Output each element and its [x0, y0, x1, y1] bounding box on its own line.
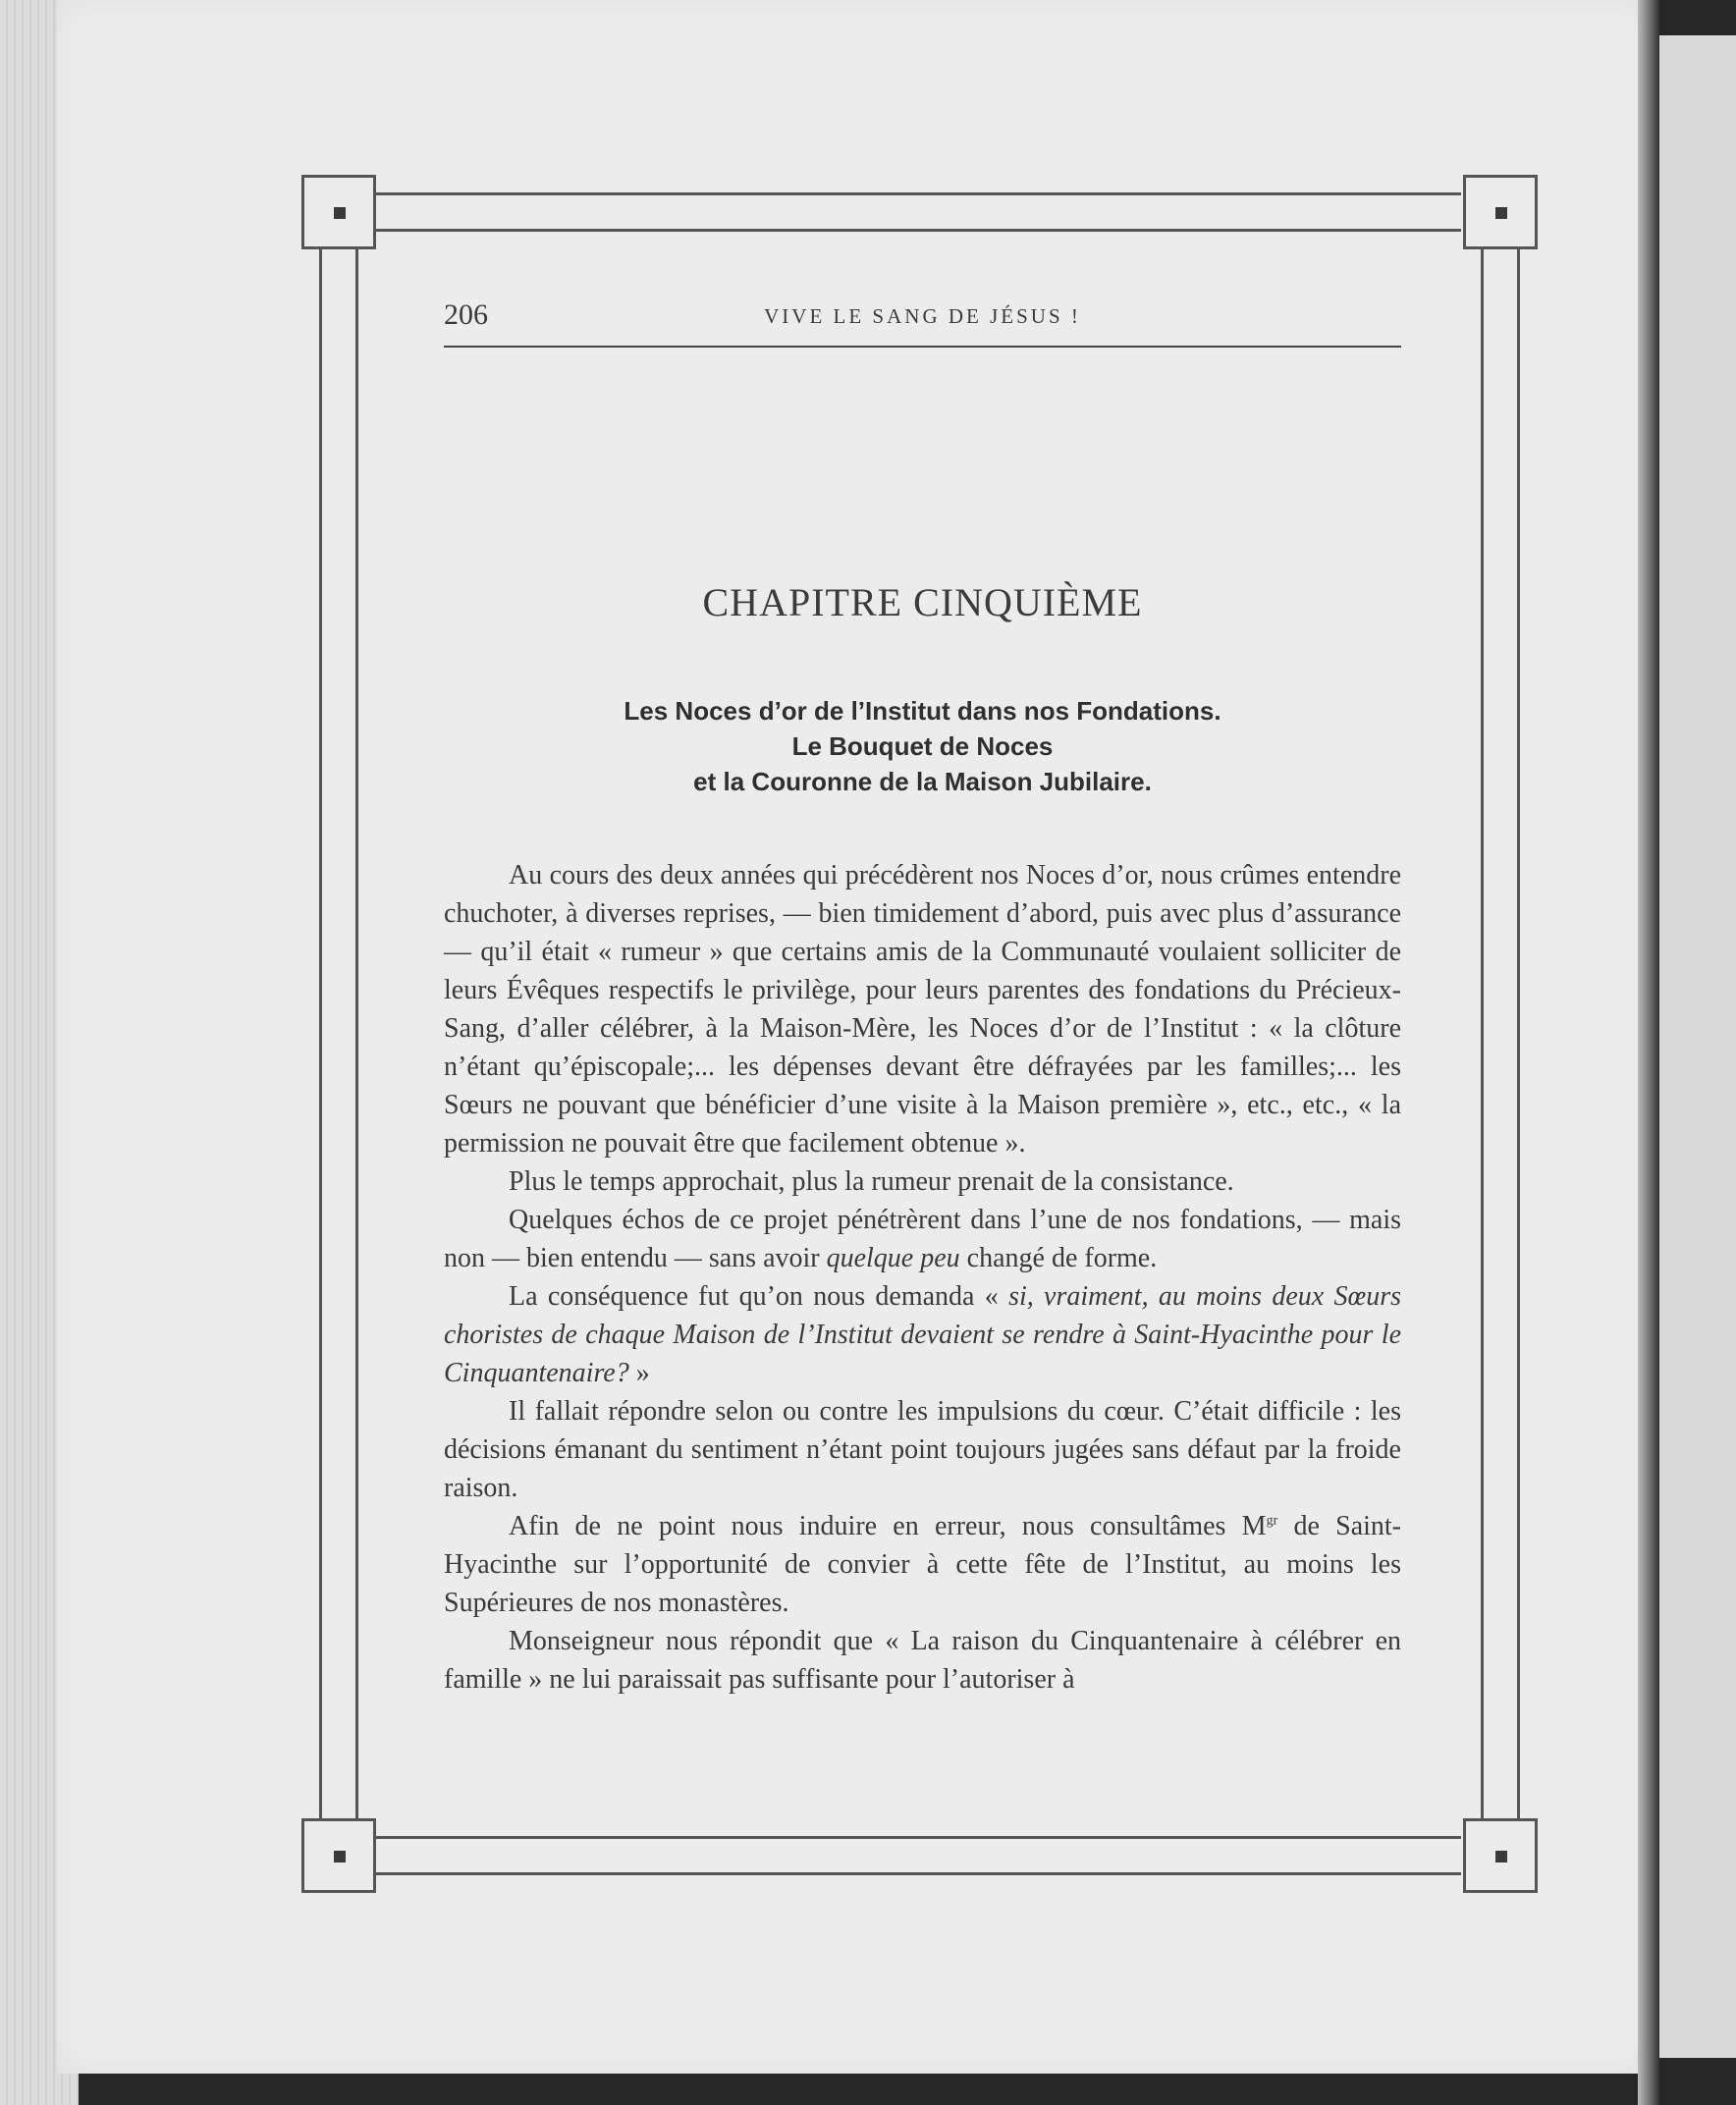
- book-gutter: [1638, 0, 1659, 2105]
- subtitle-line: et la Couronne de la Maison Jubilaire.: [693, 767, 1152, 796]
- frame-bottom-rail: [339, 1836, 1461, 1875]
- paragraph: Au cours des deux années qui précédèrent nos Noces d’or, nous crûmes entendre chuchoter, à diverses reprises, — bien timidement d’abord, puis avec plus d’assurance — qu’il était « rumeur » que certains amis de la Communauté voulaient solliciter de leurs Évêques respectifs le privilège, pour leurs parentes des fondations du Précieux-Sang, d’aller célébrer, à la Maison-Mère, les Noces d’or de l’Institut : « la clôture n’étant qu’épiscopale;... les dépenses devant être défrayées par les familles;... les Sœurs ne pouvant que bénéficier d’une visite à la Maison première », etc., etc., « la permission ne pouvait être que facilement obtenue ».: [444, 860, 1401, 1159]
- facing-page-edge: [1659, 35, 1736, 2058]
- frame-corner-ornament: [1463, 1818, 1538, 1893]
- paragraph: Il fallait répondre selon ou contre les impulsions du cœur. C’était difficile : les décisions émanant du sentiment n’étant point toujours jugées sans défaut par la froide raison.: [444, 1396, 1401, 1503]
- square-ornament-icon: [1495, 207, 1507, 219]
- square-ornament-icon: [334, 1851, 346, 1862]
- body-text: [444, 856, 1401, 1699]
- frame-right-rail: [1481, 249, 1520, 1836]
- text-run: »: [628, 1358, 650, 1388]
- text-run: Afin de ne point nous induire en erreur, nous consultâmes M: [509, 1511, 1267, 1541]
- frame-left-rail: [319, 249, 358, 1836]
- running-header: [444, 295, 1401, 348]
- subtitle-line: Les Noces d’or de l’Institut dans nos Fondations.: [624, 696, 1221, 726]
- text-run: La conséquence fut qu’on nous demanda «: [509, 1281, 1009, 1312]
- paragraph: Monseigneur nous répondit que « La raison du Cinquantenaire à célébrer en famille » ne lui paraissait pas suffisante pour l’autoriser à: [444, 1626, 1401, 1695]
- paragraph: [444, 1507, 1401, 1622]
- frame-corner-ornament: [301, 175, 376, 249]
- square-ornament-icon: [1495, 1851, 1507, 1862]
- paragraph: Plus le temps approchait, plus la rumeur prenait de la consistance.: [509, 1166, 1234, 1197]
- running-title: VIVE LE SANG DE JÉSUS !: [764, 304, 1081, 328]
- square-ornament-icon: [334, 207, 346, 219]
- text-run: Quelques échos de ce projet pénétrèrent dans l’une de nos fondations, — mais non — bien entendu — sans avoir: [444, 1205, 1401, 1273]
- superscript: gr: [1266, 1513, 1278, 1529]
- chapter-title: CHAPITRE CINQUIÈME: [702, 580, 1143, 624]
- paragraph: [444, 1201, 1401, 1277]
- chapter-subtitle: [444, 693, 1401, 799]
- subtitle-line: Le Bouquet de Noces: [791, 731, 1054, 761]
- paragraph: [444, 1277, 1401, 1392]
- frame-top-rail: [339, 192, 1461, 232]
- text-run: de Saint-Hyacinthe sur l’opportunité de convier à cette fête de l’Institut, au moins les Supérieures de nos monastères.: [444, 1511, 1401, 1618]
- frame-corner-ornament: [301, 1818, 376, 1893]
- italic-text: quelque peu: [826, 1243, 960, 1273]
- text-run: changé de forme.: [959, 1243, 1158, 1273]
- page-number: 206: [444, 298, 488, 331]
- frame-corner-ornament: [1463, 175, 1538, 249]
- italic-text: si, vraiment, au moins deux Sœurs choristes de chaque Maison de l’Institut devaient se rendre à Saint-Hyacinthe pour le Cinquantenaire?: [444, 1281, 1401, 1388]
